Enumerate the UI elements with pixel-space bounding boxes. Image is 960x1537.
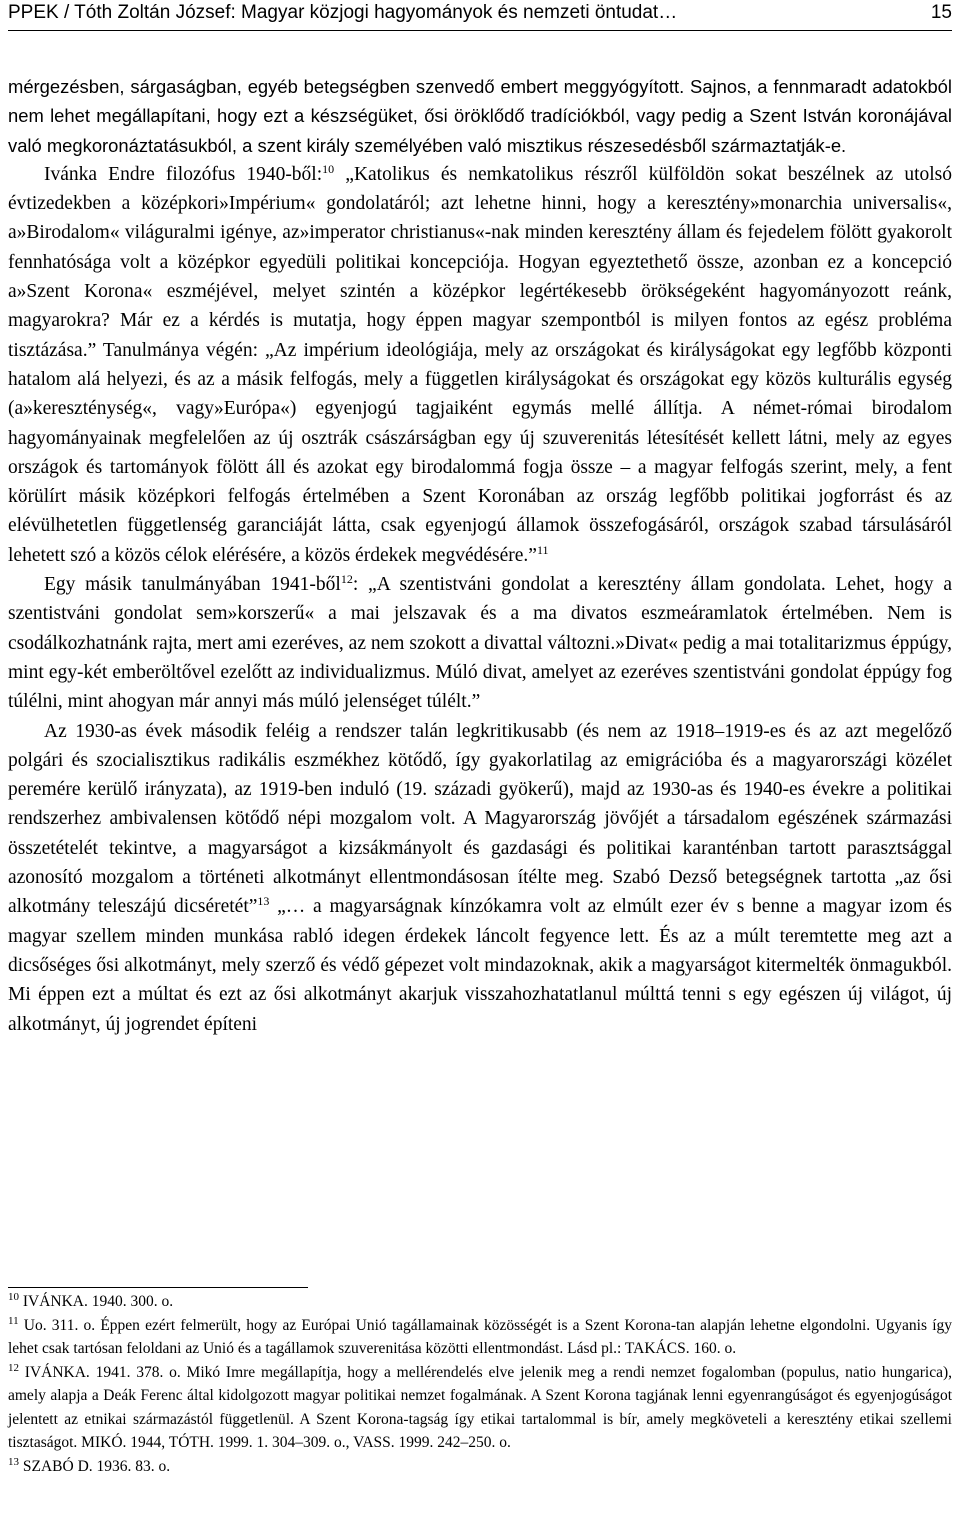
footnote-number: 10 <box>8 1291 19 1303</box>
page-number: 15 <box>930 2 952 23</box>
footnote-text: IVÁNKA. 1940. 300. o. <box>22 1293 174 1310</box>
paragraph-text: „Katolikus és nemkatolikus részről külföldön sokat beszélnek az utolsó évtizedekben a középkori»Impérium« gondolatáról; azt lehetne hinni, hogy a keresztény»monarchia universalis«, a»Birodalom« világuralmi igénye, az»imperator christianus«-nak minden keresztény állam és fejedelem fölött gyakorolt fennhatósága volt a középkor egyedüli politikai koncepciója. Hogyan egyeztethető össze, azonban ez a koncepció a»Szent Korona« eszméjével, melyet szintén a középkor legértékesebb örökségeként hagyományozott reánk, magyarokra? Már ez a kérdés is mutatja, hogy éppen magyar szempontból is milyen fontos az egész probléma tisztázása.” Tanulmánya végén: „Az impérium ideológiája, mely az országokat és királyságokat egy legfőbb központi hatalom alá helyezi, és az a másik felfogás, mely a független királyságokat és országokat egy közös kulturális egység (a»kereszténység«, vagy»Európa«) egyenjogú tagjaiként egymás mellé állítja. A német-római birodalom hagyományainak megfelelően az új osztrák császárságban egy új szuverenitás létesítését kellett látni, mely az egyes országok és tartományok fölött áll és azokat egy birodalommá fogja össze – a magyar felfogás szerint, mely, a fent körülírt másik középkori felfogás értelmében a Szent Koronában az ország legfőbb politikai jogforrást és az elévülhetetlen függetlenség garanciáját látta, csak egyenjogú államok összefogásáról, országok szabad társulásáról lehetett szó a közös célok elérésére, a közös érdekek megvédésére.” <box>8 163 953 566</box>
paragraph-text: Az 1930-as évek második feléig a rendszer talán legkritikusabb (és nem az 1918–1919-es és az azt megelőző polgári és szocialisztikus radikális eszmékhez kötődő, így gyakorlatilag az emigrációba és a magyarországi közélet peremére kerülő irányzata), az 1919-ben induló (19. századi gyökerű), majd az 1930-as és 1940-es évekre a politikai rendszerhez ambivalensen kötődő népi mozgalom volt. A Magyarország jövőjét a társadalom egészének származási összetételét tekintve, a magyarságot a kizsákmányolt és gazdasági és politikai karanténban tartott parasztsággal azonosító mozgalom a történeti alkotmányt ellentmondásosan ítélte meg. Szabó Dezső betegségnek tartotta „az ősi alkotmány teleszájú dicséretét” <box>8 720 952 918</box>
footnote-number: 11 <box>8 1314 19 1327</box>
footnote-number: 13 <box>8 1455 19 1468</box>
footnote-ref: 12 <box>340 572 353 587</box>
footnote-ref: 10 <box>322 161 335 176</box>
paragraph-text: mérgezésben, sárgaságban, egyéb betegségben szenvedő embert meggyógyított. Sajnos, a fennmaradt adatokból nem lehet megállapítani, hogy ezt a készségüket, ősi öröklődő tradíciókból, vagy pedig a Szent István koronájával való megkoronáztatásukból, a szent király személyében való misztikus részesedésből származtatják-e. <box>8 76 952 156</box>
paragraph <box>8 160 952 570</box>
footnote <box>8 1455 952 1479</box>
footnote-number: 12 <box>8 1361 19 1374</box>
footnote-ref: 11 <box>536 542 549 557</box>
paragraph-text: Egy másik tanulmányában 1941-ből <box>44 574 341 596</box>
paragraph-text: Ivánka Endre filozófus 1940-ből: <box>44 163 323 185</box>
paragraph <box>8 570 952 716</box>
footnote <box>8 1314 952 1361</box>
footnote <box>8 1290 952 1314</box>
paragraph-text: : „A szentistváni gondolat a keresztény állam gondolata. Lehet, hogy a szentistváni gondolat sem»korszerű« a mai jelszavak és a ma divatos eszmeáramlatok értelmében. Nem is csodálkozhatnánk rajta, mert ami ezeréves, az nem szokott a divattal változni.»Divat« pedig a mai totalitarizmus éppúgy, mint egy-két emberöltővel ezelőtt az individualizmus. Múló divat, amelyet az ezeréves szentistváni gondolat éppúgy fog túlélni, mint ahogyan már annyi más múló jelenséget túlélt.” <box>8 574 952 713</box>
paragraph <box>8 72 952 160</box>
footnote-separator <box>8 1287 308 1288</box>
running-header <box>8 0 952 31</box>
footnotes <box>8 1290 952 1478</box>
paragraph <box>8 717 952 1039</box>
footnote-text: SZABÓ D. 1936. 83. o. <box>22 1457 171 1475</box>
footnote-text: IVÁNKA. 1941. 378. o. Mikó Imre megállapítja, hogy a mellérendelés elve jelenik meg a rendi nemzet fogalomban (populus, natio hungarica), amely alapja a Deák Ferenc által kidolgozott magyar politikai nemzet fogalmának. A Szent Korona tagjának lenni egyenrangúságot és egyenjogúságot jelentett az etnikai származástól függetlenül. A Szent Korona-tagság így etikai tartalommal is bír, amely megköveteli a keresztény etikai szellemi tisztaságot. MIKÓ. 1944, TÓTH. 1999. 1. 304–309. o., VASS. 1999. 242–250. o. <box>8 1363 952 1451</box>
footnote-ref: 13 <box>257 894 270 909</box>
footnote-text: Uo. 311. o. Éppen ezért felmerült, hogy az Európai Unió tagállamainak közösségét is a Szent Korona-tan alapján lehetne elgondolni. Ugyanis így lehet csak tartósan feloldani az Unió és a tagállamok szuverenitása közötti ellentmondást. Lásd pl.: TAKÁCS. 160. o. <box>8 1316 952 1357</box>
footnote <box>8 1361 952 1455</box>
paragraph-text: „… a magyarságnak kínzókamra volt az elmúlt ezer év s benne a magyar izom és magyar szellem minden munkása rabló idegen érdekek láncolt fegyence lett. És az a múlt teremtette meg azt a dicsőséges ősi alkotmányt, mely szerző és védő gépezet volt mindazoknak, akik a magyarságot kitermelték önmagukból. Mi éppen ezt a múltat és ezt az ősi alkotmányt akarjuk visszahozhatatlanul múlttá tenni s egy egészen új világot, új alkotmányt, új jogrendet építeni <box>8 896 952 1035</box>
header-title: PPEK / Tóth Zoltán József: Magyar közjogi hagyományok és nemzeti öntudat… <box>8 2 678 23</box>
body-text <box>8 72 952 1039</box>
